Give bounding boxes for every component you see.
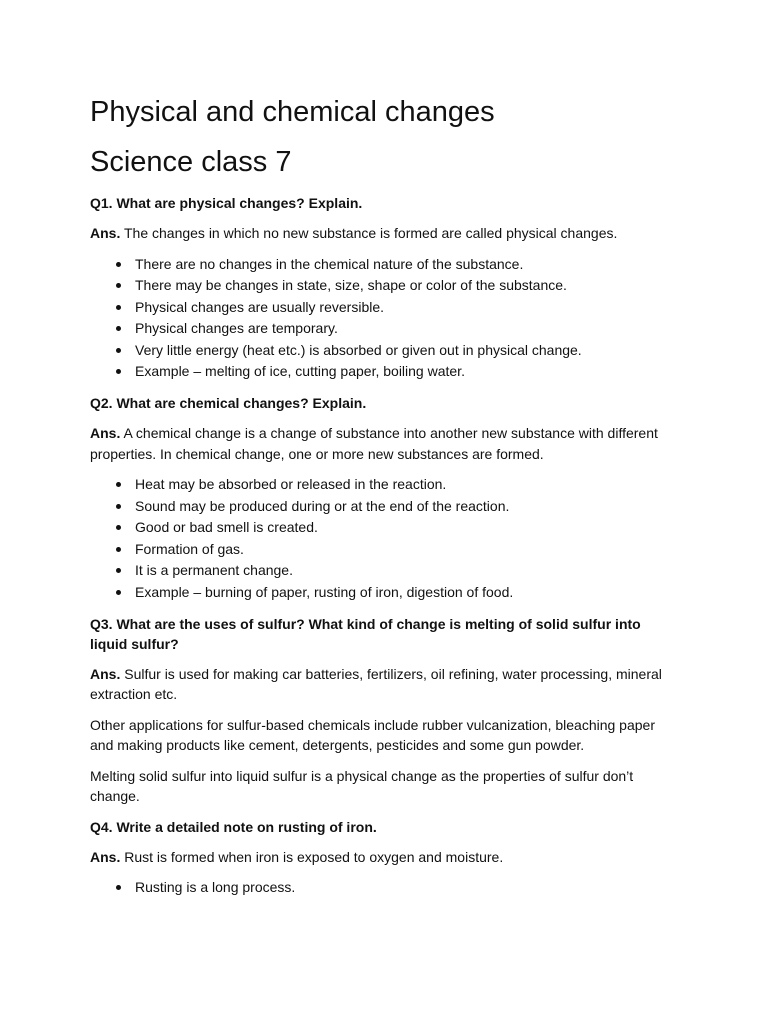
list-item: There are no changes in the chemical nature of the substance. xyxy=(135,254,676,276)
question-heading: Q2. What are chemical changes? Explain. xyxy=(90,395,367,412)
answer-paragraph xyxy=(90,423,676,464)
answer-paragraph xyxy=(90,766,676,807)
answer-paragraph xyxy=(90,847,676,868)
document-page xyxy=(90,93,676,909)
answer-prefix: Ans. xyxy=(90,225,121,241)
answer-paragraph xyxy=(90,223,676,244)
answer-paragraph xyxy=(90,715,676,756)
qa-sections xyxy=(90,193,676,899)
question-heading: Q1. What are physical changes? Explain. xyxy=(90,195,363,211)
document-title: Physical and chemical changes xyxy=(90,96,495,128)
answer-text: A chemical change is a change of substance into another new substance with different properties. In chemical change, one or more new substances are formed. xyxy=(90,425,658,462)
answer-text: The changes in which no new substance is formed are called physical changes. xyxy=(120,225,618,241)
answer-prefix: Ans. xyxy=(90,848,121,865)
list-item: Formation of gas. xyxy=(135,539,676,561)
list-item: Physical changes are usually reversible. xyxy=(135,297,676,319)
answer-text: Melting solid sulfur into liquid sulfur is a physical change as the properties of sulfur don’t change. xyxy=(90,767,634,805)
list-item: Example – melting of ice, cutting paper, boiling water. xyxy=(135,361,676,383)
answer-text: Rust is formed when iron is exposed to oxygen and moisture. xyxy=(120,848,504,865)
list-item: Example – burning of paper, rusting of iron, digestion of food. xyxy=(135,582,676,604)
question-heading: Q4. Write a detailed note on rusting of iron. xyxy=(90,818,377,835)
answer-text: Sulfur is used for making car batteries, fertilizers, oil refining, water processing, mineral extraction etc. xyxy=(90,665,662,703)
list-item: Sound may be produced during or at the end of the reaction. xyxy=(135,496,676,518)
answer-prefix: Ans. xyxy=(90,425,121,442)
bullet-list xyxy=(90,254,676,384)
list-item: It is a permanent change. xyxy=(135,560,676,582)
answer-paragraph xyxy=(90,664,676,705)
document-subtitle: Science class 7 xyxy=(90,146,292,178)
bullet-list xyxy=(90,877,676,899)
answer-prefix: Ans. xyxy=(90,665,121,682)
question-heading: Q3. What are the uses of sulfur? What kind of change is melting of solid sulfur into liquid sulfur? xyxy=(90,615,641,652)
list-item: Rusting is a long process. xyxy=(135,877,676,899)
answer-text: Other applications for sulfur-based chemicals include rubber vulcanization, bleaching paper and making products like cement, detergents, pesticides and some gun powder. xyxy=(90,716,655,754)
bullet-list xyxy=(90,474,676,604)
list-item: Very little energy (heat etc.) is absorbed or given out in physical change. xyxy=(135,340,676,362)
list-item: Good or bad smell is created. xyxy=(135,517,676,539)
list-item: Physical changes are temporary. xyxy=(135,318,676,340)
list-item: There may be changes in state, size, shape or color of the substance. xyxy=(135,275,676,297)
list-item: Heat may be absorbed or released in the reaction. xyxy=(135,474,676,496)
